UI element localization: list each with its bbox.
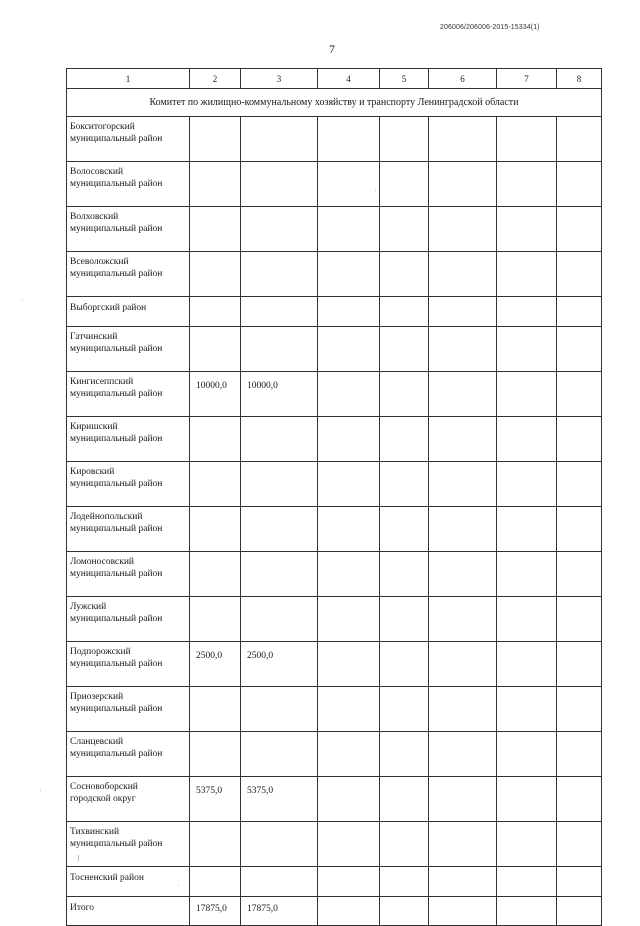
district-name-line: Волховский (70, 212, 119, 222)
table-row (67, 372, 602, 417)
empty-cell (318, 732, 380, 777)
value-cell (241, 297, 318, 327)
table-row (67, 867, 602, 897)
total-label: Итого (67, 897, 190, 926)
empty-cell (557, 552, 602, 597)
value-cell (190, 507, 241, 552)
table-body (67, 69, 602, 926)
empty-cell (380, 597, 429, 642)
district-name-line: Ломоносовский (70, 557, 135, 567)
empty-cell (497, 297, 557, 327)
district-name-line: муниципальный район (70, 224, 163, 234)
table-row (67, 252, 602, 297)
table-row (67, 822, 602, 867)
district-name-line: муниципальный район (70, 524, 163, 534)
empty-cell (318, 777, 380, 822)
empty-cell (429, 117, 497, 162)
empty-cell (380, 297, 429, 327)
column-number-row (67, 69, 602, 89)
district-name (67, 252, 190, 297)
column-header-7: 7 (497, 69, 557, 89)
table-row (67, 162, 602, 207)
empty-cell (429, 642, 497, 687)
value-cell (190, 117, 241, 162)
empty-cell (429, 897, 497, 926)
district-name-line: Всеволожский (70, 257, 129, 267)
value-cell (241, 207, 318, 252)
empty-cell (557, 252, 602, 297)
table-row (67, 777, 602, 822)
district-name (67, 642, 190, 687)
empty-cell (380, 117, 429, 162)
district-name-line: муниципальный район (70, 434, 163, 444)
district-name-line: муниципальный район (70, 569, 163, 579)
value-cell (241, 822, 318, 867)
district-name (67, 597, 190, 642)
value-cell (241, 732, 318, 777)
empty-cell (380, 822, 429, 867)
empty-cell (497, 597, 557, 642)
empty-cell (429, 162, 497, 207)
value-cell (241, 252, 318, 297)
empty-cell (318, 597, 380, 642)
empty-cell (318, 687, 380, 732)
empty-cell (497, 642, 557, 687)
value-cell (190, 462, 241, 507)
table-row (67, 642, 602, 687)
empty-cell (497, 732, 557, 777)
district-name-line: Кировский (70, 467, 115, 477)
scan-speck (40, 790, 41, 791)
district-name (67, 687, 190, 732)
empty-cell (429, 867, 497, 897)
district-name-line: городской округ (70, 794, 136, 804)
district-name-line: Приозерский (70, 692, 124, 702)
empty-cell (557, 462, 602, 507)
empty-cell (497, 372, 557, 417)
district-name-line: Сосновоборский (70, 782, 138, 792)
empty-cell (429, 252, 497, 297)
empty-cell (497, 207, 557, 252)
table-row (67, 507, 602, 552)
empty-cell (557, 642, 602, 687)
column-header-8: 8 (557, 69, 602, 89)
district-name (67, 417, 190, 462)
empty-cell (557, 417, 602, 462)
budget-table (66, 68, 602, 926)
district-name-line: муниципальный район (70, 749, 163, 759)
district-name-line: муниципальный район (70, 389, 163, 399)
value-cell (190, 207, 241, 252)
value-cell (190, 162, 241, 207)
value-cell (190, 252, 241, 297)
total-row (67, 897, 602, 926)
empty-cell (380, 687, 429, 732)
empty-cell (318, 297, 380, 327)
district-name-line: Подпорожский (70, 647, 131, 657)
value-cell (241, 867, 318, 897)
empty-cell (318, 462, 380, 507)
value-cell (190, 867, 241, 897)
value-cell (241, 162, 318, 207)
empty-cell (380, 867, 429, 897)
scan-speck (22, 300, 23, 301)
table-row (67, 117, 602, 162)
empty-cell (557, 327, 602, 372)
empty-cell (318, 867, 380, 897)
empty-cell (557, 117, 602, 162)
district-name-line: муниципальный район (70, 614, 163, 624)
empty-cell (380, 642, 429, 687)
empty-cell (429, 417, 497, 462)
empty-cell (429, 297, 497, 327)
district-name (67, 297, 190, 327)
value-cell: 2500,0 (190, 642, 241, 687)
empty-cell (380, 897, 429, 926)
empty-cell (429, 822, 497, 867)
district-name-line: муниципальный район (70, 479, 163, 489)
district-name-line: Киришский (70, 422, 118, 432)
district-name-line: Бокситогорский (70, 122, 135, 132)
table-row (67, 462, 602, 507)
empty-cell (318, 252, 380, 297)
empty-cell (557, 297, 602, 327)
district-name (67, 327, 190, 372)
district-name-line: муниципальный район (70, 269, 163, 279)
empty-cell (557, 507, 602, 552)
empty-cell (497, 117, 557, 162)
column-header-1: 1 (67, 69, 190, 89)
empty-cell (557, 732, 602, 777)
district-name-line: Выборгский район (70, 303, 147, 313)
value-cell (241, 687, 318, 732)
district-name-line: муниципальный район (70, 179, 163, 189)
district-name-line: Сланцевский (70, 737, 124, 747)
district-name-line: Тосненский район (70, 873, 144, 883)
district-name (67, 822, 190, 867)
district-name (67, 777, 190, 822)
value-cell: 10000,0 (241, 372, 318, 417)
empty-cell (380, 507, 429, 552)
empty-cell (380, 417, 429, 462)
district-name-line: муниципальный район (70, 659, 163, 669)
district-name-line: Лодейнопольский (70, 512, 143, 522)
district-name (67, 462, 190, 507)
district-name (67, 372, 190, 417)
empty-cell (429, 507, 497, 552)
table-row (67, 687, 602, 732)
empty-cell (429, 552, 497, 597)
district-name (67, 867, 190, 897)
district-name-line: Гатчинский (70, 332, 118, 342)
value-cell (190, 597, 241, 642)
value-cell: 5375,0 (190, 777, 241, 822)
empty-cell (497, 687, 557, 732)
empty-cell (497, 867, 557, 897)
empty-cell (557, 372, 602, 417)
empty-cell (557, 897, 602, 926)
value-cell (190, 297, 241, 327)
district-name-line: муниципальный район (70, 704, 163, 714)
empty-cell (318, 117, 380, 162)
district-name-line: муниципальный район (70, 134, 163, 144)
empty-cell (429, 327, 497, 372)
district-name-line: Лужский (70, 602, 107, 612)
value-cell (190, 327, 241, 372)
empty-cell (380, 372, 429, 417)
document-id: 206006/206006-2015-15334(1) (440, 24, 540, 31)
total-value: 17875,0 (190, 897, 241, 926)
empty-cell (557, 597, 602, 642)
empty-cell (318, 552, 380, 597)
column-header-6: 6 (429, 69, 497, 89)
empty-cell (557, 207, 602, 252)
table-row (67, 732, 602, 777)
empty-cell (318, 642, 380, 687)
district-name-line: муниципальный район (70, 344, 163, 354)
column-header-4: 4 (318, 69, 380, 89)
empty-cell (429, 597, 497, 642)
district-name-line: Волосовский (70, 167, 124, 177)
empty-cell (380, 162, 429, 207)
table-row (67, 297, 602, 327)
empty-cell (318, 207, 380, 252)
district-name-line: Тихвинский (70, 827, 120, 837)
district-name (67, 732, 190, 777)
value-cell (241, 462, 318, 507)
value-cell: 10000,0 (190, 372, 241, 417)
empty-cell (380, 777, 429, 822)
section-row (67, 89, 602, 117)
value-cell: 5375,0 (241, 777, 318, 822)
empty-cell (497, 327, 557, 372)
value-cell (190, 417, 241, 462)
empty-cell (557, 867, 602, 897)
district-name (67, 117, 190, 162)
empty-cell (497, 252, 557, 297)
district-name-line: муниципальный район (70, 839, 163, 849)
district-name (67, 207, 190, 252)
empty-cell (318, 507, 380, 552)
empty-cell (318, 897, 380, 926)
empty-cell (318, 417, 380, 462)
section-title: Комитет по жилищно-коммунальному хозяйству и транспорту Ленинградской области (67, 89, 602, 117)
value-cell: 2500,0 (241, 642, 318, 687)
empty-cell (497, 417, 557, 462)
value-cell (190, 552, 241, 597)
table-row (67, 597, 602, 642)
column-header-3: 3 (241, 69, 318, 89)
column-header-5: 5 (380, 69, 429, 89)
value-cell (241, 507, 318, 552)
empty-cell (557, 687, 602, 732)
empty-cell (557, 162, 602, 207)
value-cell (241, 327, 318, 372)
empty-cell (318, 162, 380, 207)
empty-cell (380, 732, 429, 777)
empty-cell (497, 162, 557, 207)
table-row (67, 327, 602, 372)
empty-cell (429, 462, 497, 507)
value-cell (190, 822, 241, 867)
empty-cell (380, 327, 429, 372)
column-header-2: 2 (190, 69, 241, 89)
district-name (67, 507, 190, 552)
empty-cell (318, 822, 380, 867)
empty-cell (497, 462, 557, 507)
empty-cell (380, 552, 429, 597)
empty-cell (557, 777, 602, 822)
empty-cell (429, 777, 497, 822)
empty-cell (380, 252, 429, 297)
scan-speck (78, 855, 79, 861)
empty-cell (318, 327, 380, 372)
district-name-line: Кингисеппский (70, 377, 134, 387)
table-row (67, 552, 602, 597)
empty-cell (429, 687, 497, 732)
scan-speck (375, 190, 376, 191)
value-cell (241, 117, 318, 162)
empty-cell (429, 207, 497, 252)
district-name (67, 552, 190, 597)
table-row (67, 417, 602, 462)
empty-cell (497, 552, 557, 597)
district-name (67, 162, 190, 207)
value-cell (241, 552, 318, 597)
empty-cell (429, 732, 497, 777)
empty-cell (557, 822, 602, 867)
value-cell (190, 687, 241, 732)
empty-cell (497, 777, 557, 822)
value-cell (241, 597, 318, 642)
empty-cell (318, 372, 380, 417)
value-cell (241, 417, 318, 462)
empty-cell (380, 207, 429, 252)
empty-cell (429, 372, 497, 417)
table-row (67, 207, 602, 252)
empty-cell (497, 822, 557, 867)
empty-cell (497, 507, 557, 552)
empty-cell (497, 897, 557, 926)
empty-cell (380, 462, 429, 507)
total-value: 17875,0 (241, 897, 318, 926)
page-number: 7 (329, 42, 335, 56)
value-cell (190, 732, 241, 777)
scan-speck (178, 885, 179, 886)
